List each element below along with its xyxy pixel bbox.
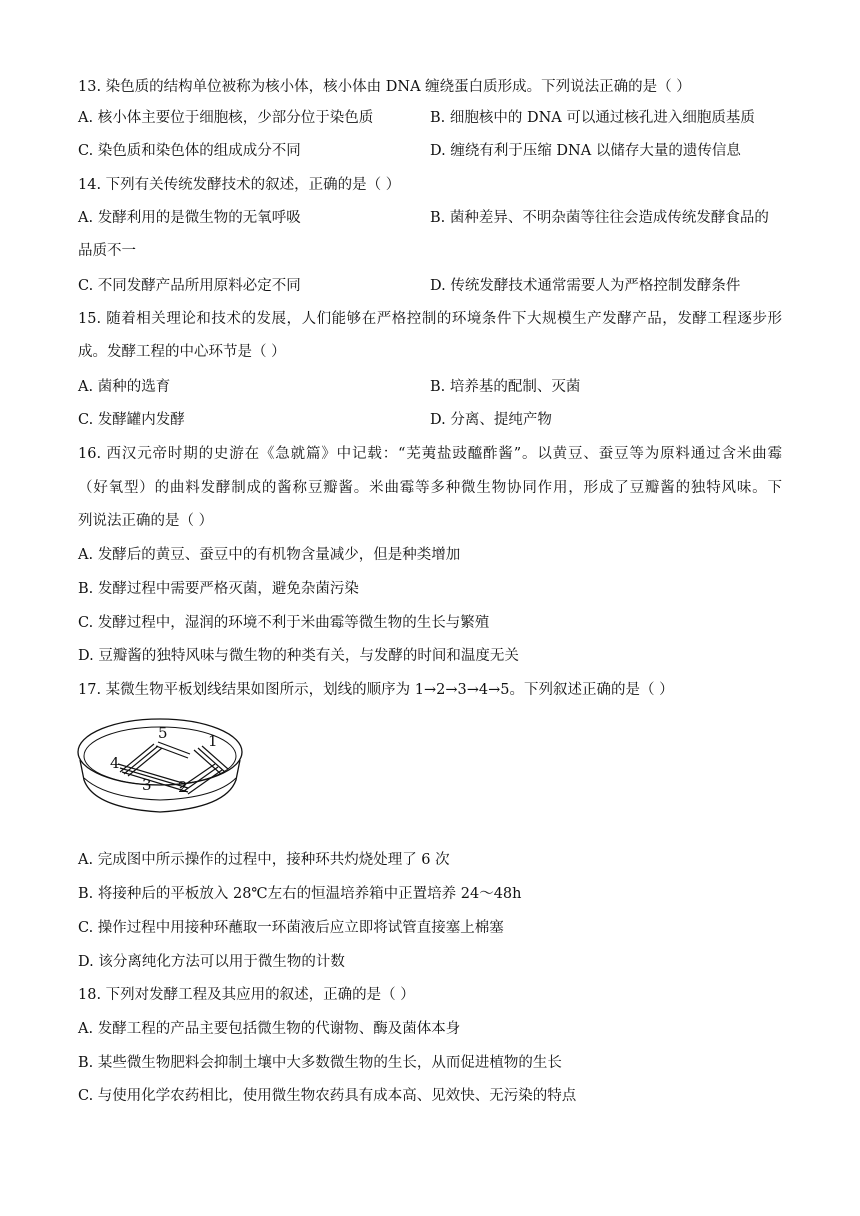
- q16-option-b: B. 发酵过程中需要严格灭菌，避免杂菌污染: [78, 581, 359, 597]
- figure-label-3: 3: [142, 776, 152, 794]
- q15-stem-line-2: 成。发酵工程的中心环节是（ ）: [78, 344, 286, 360]
- q13-option-c: C. 染色质和染色体的组成成分不同: [78, 143, 301, 159]
- q17-option-d: D. 该分离纯化方法可以用于微生物的计数: [78, 954, 345, 970]
- streak-plate-figure: [76, 716, 244, 824]
- q16-stem-line-2: （好氧型）的曲料发酵制成的酱称豆瓣酱。米曲霉等多种微生物协同作用，形成了豆瓣酱的独特风味。下: [78, 480, 782, 496]
- q15-option-b: B. 培养基的配制、灭菌: [430, 379, 581, 395]
- q13-stem: 13. 染色质的结构单位被称为核小体，核小体由 DNA 缠绕蛋白质形成。下列说法正确的是（ ）: [78, 79, 691, 95]
- q17-stem: 17. 某微生物平板划线结果如图所示，划线的顺序为 1→2→3→4→5。下列叙述正确的是（ ）: [78, 682, 674, 698]
- q16-stem-line-3: 列说法正确的是（ ）: [78, 513, 214, 529]
- q14-option-d: D. 传统发酵技术通常需要人为严格控制发酵条件: [430, 278, 741, 294]
- q16-option-c: C. 发酵过程中，湿润的环境不利于米曲霉等微生物的生长与繁殖: [78, 615, 490, 631]
- q17-option-b: B. 将接种后的平板放入 28℃左右的恒温培养箱中正置培养 24～48h: [78, 886, 522, 902]
- streak-region-5: [156, 742, 190, 758]
- q15-option-d: D. 分离、提纯产物: [430, 412, 552, 428]
- q15-stem-line-1: 15. 随着相关理论和技术的发展，人们能够在严格控制的环境条件下大规模生产发酵产品，发酵工程逐步形: [78, 311, 782, 327]
- q15-option-a: A. 菌种的选育: [78, 379, 171, 395]
- figure-label-4: 4: [110, 754, 120, 772]
- q18-option-c: C. 与使用化学农药相比，使用微生物农药具有成本高、见效快、无污染的特点: [78, 1088, 577, 1104]
- petri-dish-diagram: [76, 716, 244, 824]
- q13-option-d: D. 缠绕有利于压缩 DNA 以储存大量的遗传信息: [430, 143, 741, 159]
- q18-option-a: A. 发酵工程的产品主要包括微生物的代谢物、酶及菌体本身: [78, 1021, 461, 1037]
- figure-label-5: 5: [158, 724, 168, 742]
- q13-option-b: B. 细胞核中的 DNA 可以通过核孔进入细胞质基质: [430, 110, 755, 126]
- q15-option-c: C. 发酵罐内发酵: [78, 412, 185, 428]
- q13-option-a: A. 核小体主要位于细胞核，少部分位于染色质: [78, 110, 374, 126]
- figure-label-1: 1: [208, 732, 218, 750]
- q17-option-c: C. 操作过程中用接种环蘸取一环菌液后应立即将试管直接塞上棉塞: [78, 920, 504, 936]
- streak-region-1: [194, 746, 228, 774]
- dish-base-line: [84, 778, 236, 800]
- q14-option-a: A. 发酵利用的是微生物的无氧呼吸: [78, 210, 301, 226]
- q16-option-d: D. 豆瓣酱的独特风味与微生物的种类有关，与发酵的时间和温度无关: [78, 648, 519, 664]
- q16-stem-line-1: 16. 西汉元帝时期的史游在《急就篇》中记载：“芜荑盐豉醯酢酱”。以黄豆、蚕豆等为原料通过含米曲霉: [78, 446, 782, 462]
- q14-stem: 14. 下列有关传统发酵技术的叙述，正确的是（ ）: [78, 177, 401, 193]
- q14-option-b: B. 菌种差异、不明杂菌等往往会造成传统发酵食品的: [430, 210, 769, 226]
- q18-option-b: B. 某些微生物肥料会抑制土壤中大多数微生物的生长，从而促进植物的生长: [78, 1055, 562, 1071]
- q16-option-a: A. 发酵后的黄豆、蚕豆中的有机物含量减少，但是种类增加: [78, 547, 461, 563]
- figure-label-2: 2: [178, 778, 188, 796]
- q17-option-a: A. 完成图中所示操作的过程中，接种环共灼烧处理了 6 次: [78, 852, 450, 868]
- q14-option-c: C. 不同发酵产品所用原料必定不同: [78, 278, 301, 294]
- q18-stem: 18. 下列对发酵工程及其应用的叙述，正确的是（ ）: [78, 987, 415, 1003]
- q14-option-b-continued: 品质不一: [78, 243, 136, 259]
